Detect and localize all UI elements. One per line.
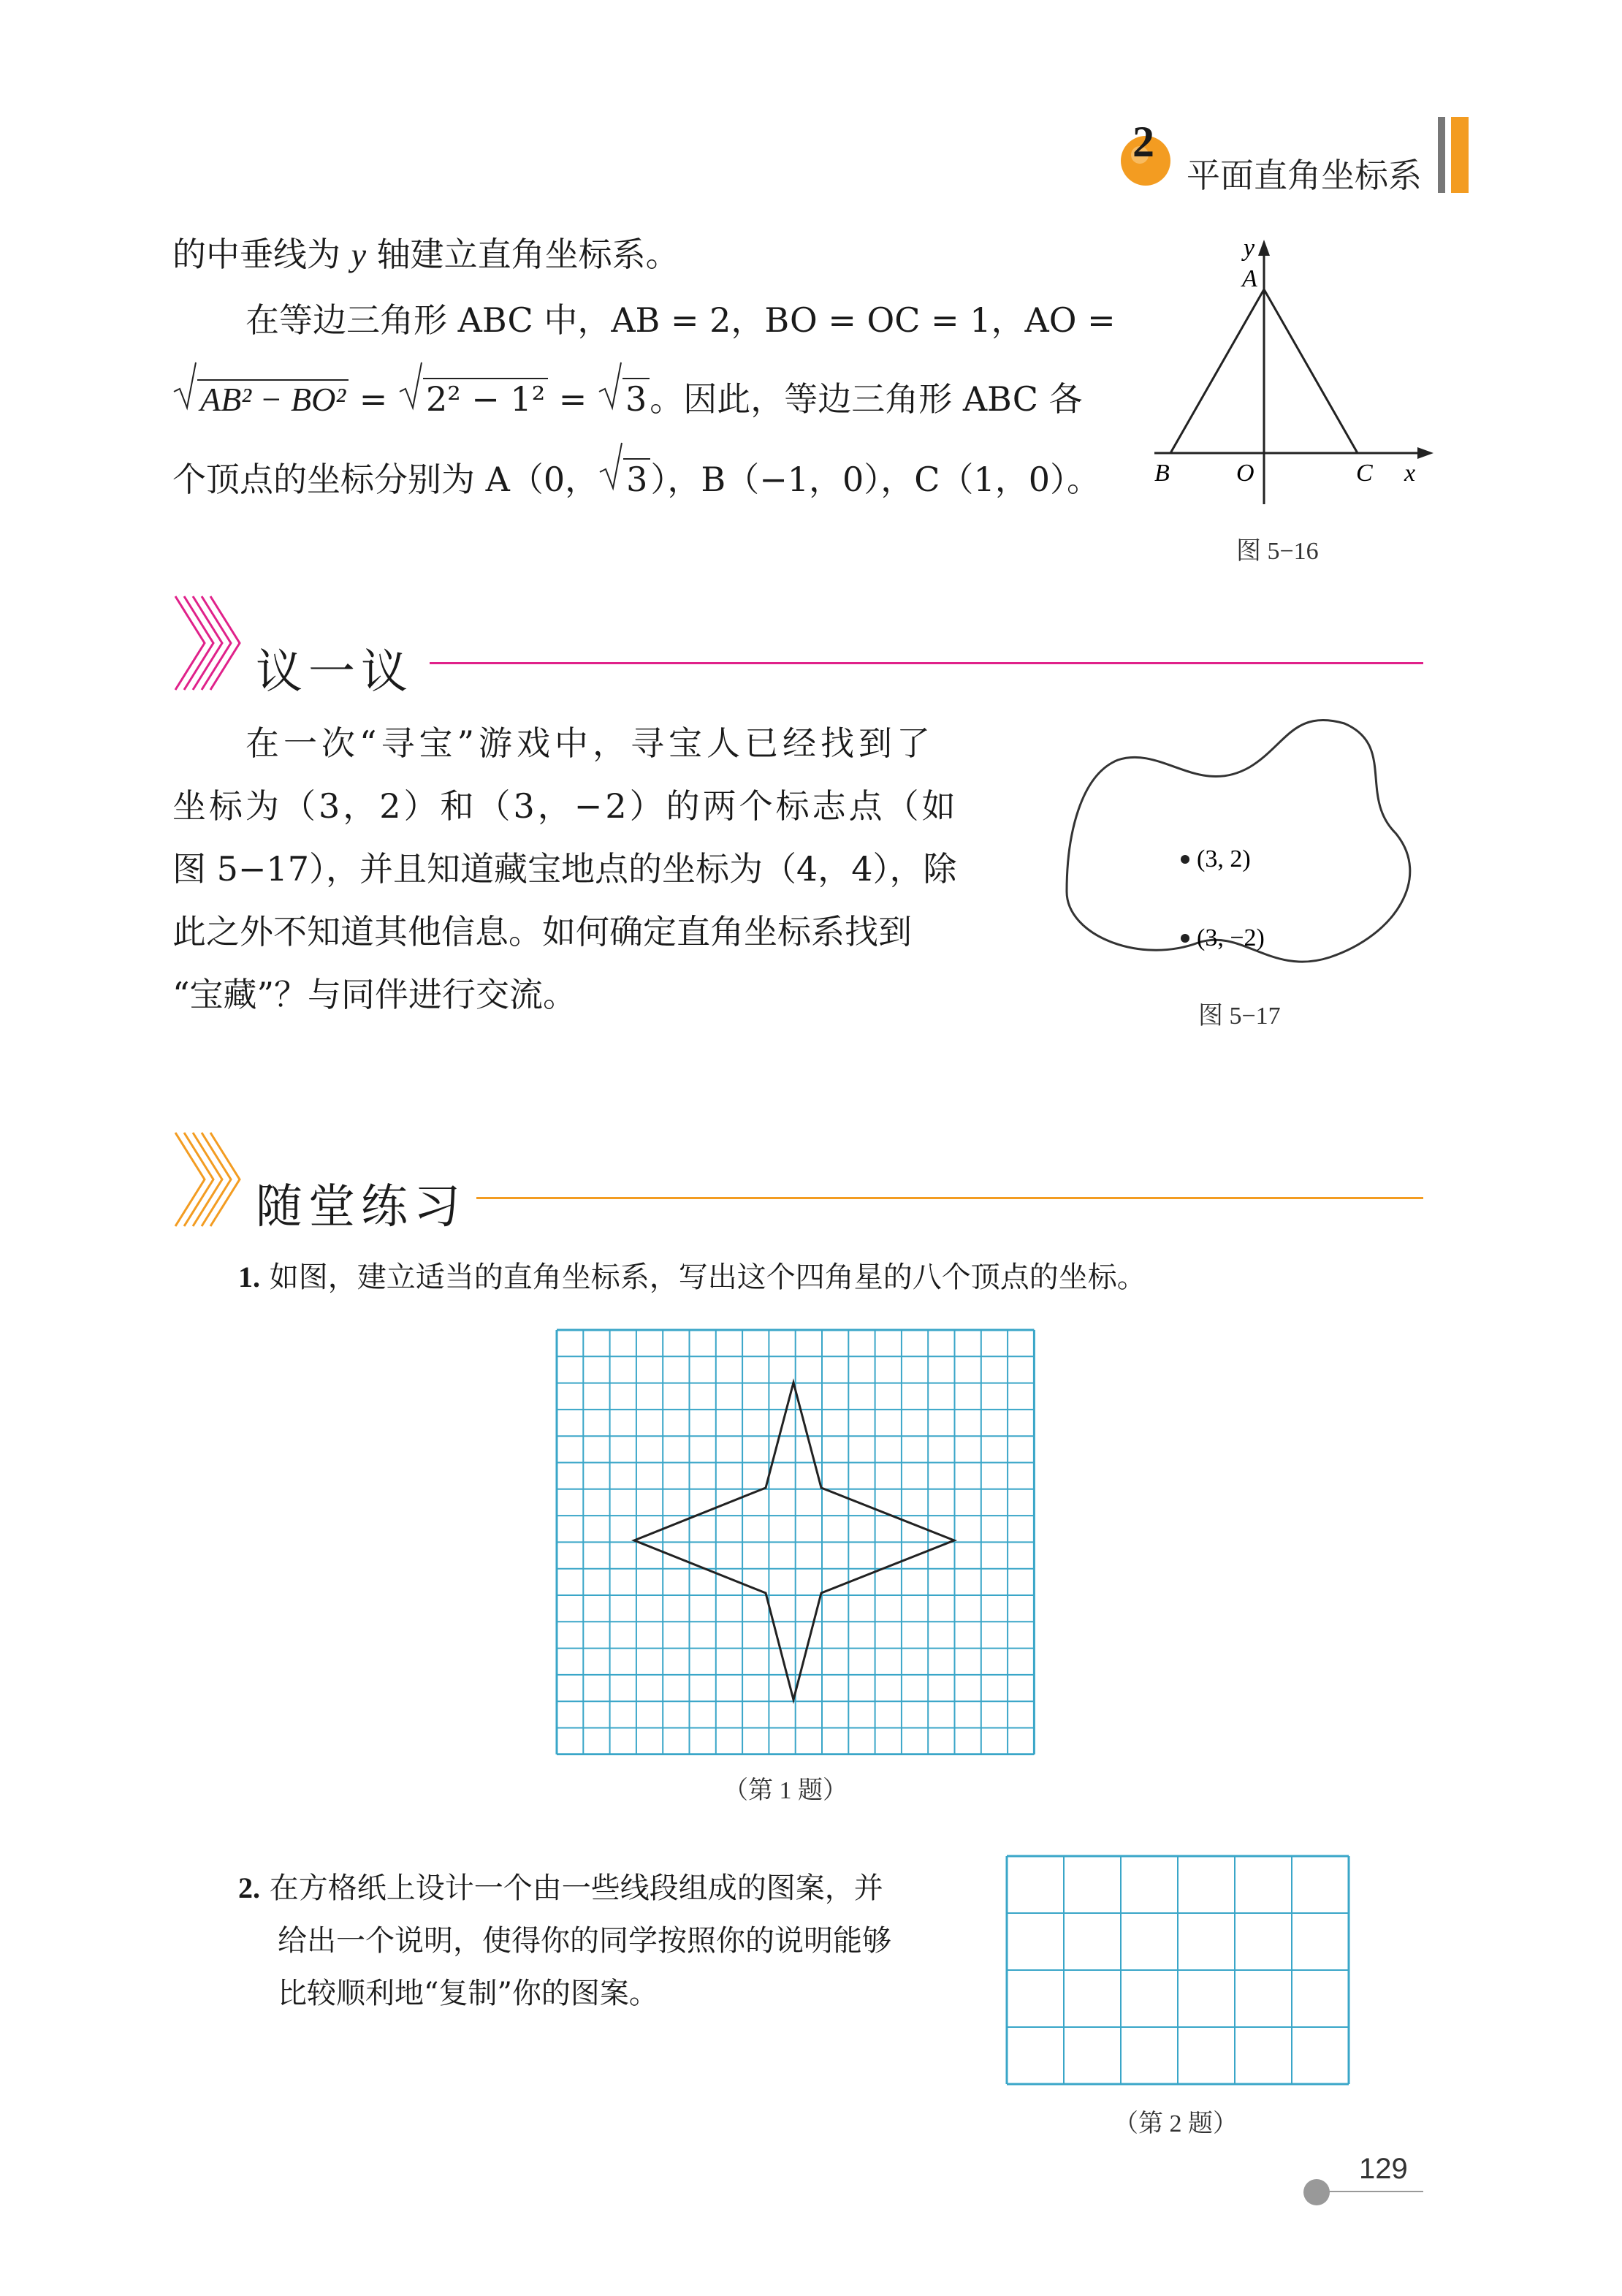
chapter-number: 2 [1132, 118, 1154, 166]
four-point-star [634, 1383, 954, 1700]
chapter-header [1118, 117, 1483, 205]
exercise-2 [238, 1862, 891, 2020]
intro-line-2: 在等边三角形 ABC 中，AB = 2，BO = OC = 1，AO = [245, 300, 1116, 340]
exercise-1-text: 如图，建立适当的直角坐标系，写出这个四角星的八个顶点的坐标。 [269, 1261, 1146, 1294]
sqrt-2-1: 2² − 1² [398, 361, 548, 437]
figure-5-16-caption: 图 5−16 [1236, 538, 1319, 565]
discuss-line-2: 坐标为（3，2）和（3，−2）的两个标志点（如 [172, 786, 959, 826]
exercise-2-line-1: 在方格纸上设计一个由一些线段组成的图案，并 [269, 1871, 883, 1905]
figure-5-17 [1052, 716, 1447, 979]
header-bar-dark [1438, 117, 1445, 193]
exercise-2-line-2: 给出一个说明，使得你的同学按照你的说明能够 [278, 1924, 891, 1958]
radical-icon [172, 361, 197, 412]
page-number-rule [1328, 2191, 1423, 2192]
page-number: 129 [1359, 2153, 1408, 2185]
discuss-line-3: 图 5−17），并且知道藏宝地点的坐标为（4，4），除 [172, 849, 957, 889]
axis-label-x: x [1404, 460, 1416, 487]
point-label-b: B [1154, 460, 1170, 487]
point-label-a: A [1242, 265, 1257, 292]
radical-icon [598, 441, 623, 493]
axis-label-y: y [1244, 235, 1255, 262]
point-label-c: C [1356, 460, 1373, 487]
radical-icon [398, 361, 423, 412]
exercise-1 [238, 1251, 1146, 1304]
exercise-1-grid [555, 1328, 1037, 1755]
sqrt-ab-bo: AB² − BO² [172, 361, 349, 438]
section-title-discuss: 议一议 [256, 645, 414, 699]
intro-line-3: AB² − BO² = 2² − 1² = 3。因此，等边三角形 ABC 各 [172, 361, 1083, 438]
figure-5-16 [1140, 234, 1447, 512]
chapter-title: 平面直角坐标系 [1187, 156, 1422, 195]
header-bar-orange [1451, 117, 1469, 193]
discuss-line-4: 此之外不知道其他信息。如何确定直角坐标系找到 [172, 912, 912, 951]
exercise-2-grid [1005, 1855, 1353, 2088]
section-rule-practice [476, 1197, 1423, 1199]
chevrons-icon [172, 1130, 245, 1229]
exercise-2-number: 2. [238, 1871, 260, 1904]
sqrt-3-coord: 3 [598, 441, 650, 517]
exercise-1-number: 1. [238, 1261, 260, 1293]
sqrt-3: 3 [598, 361, 650, 437]
chevrons-icon [172, 593, 245, 693]
point-label-3-2: (3, 2) [1197, 845, 1251, 873]
figure-5-17-caption: 图 5−17 [1198, 1003, 1281, 1030]
exercise-2-caption: （第 2 题） [1113, 2110, 1238, 2137]
intro-line-1: 的中垂线为 y 轴建立直角坐标系。 [172, 235, 679, 274]
discuss-line-5: “宝藏”？与同伴进行交流。 [172, 975, 577, 1014]
point-label-o: O [1236, 460, 1254, 487]
page-number-dot [1303, 2179, 1330, 2205]
intro-line-4: 个顶点的坐标分别为 A（0， 3），B（−1，0），C（1，0）。 [172, 441, 1100, 517]
discuss-line-1: 在一次“寻宝”游戏中，寻宝人已经找到了 [245, 723, 935, 763]
point-label-3-neg2: (3, −2) [1197, 924, 1265, 951]
section-rule-discuss [430, 662, 1423, 664]
discuss-paragraph [172, 712, 1049, 1026]
section-title-practice: 随堂练习 [256, 1180, 466, 1234]
exercise-1-caption: （第 1 题） [723, 1777, 848, 1804]
exercise-2-line-3: 比较顺利地“复制”你的图案。 [278, 1977, 658, 2010]
radical-icon [598, 361, 622, 412]
